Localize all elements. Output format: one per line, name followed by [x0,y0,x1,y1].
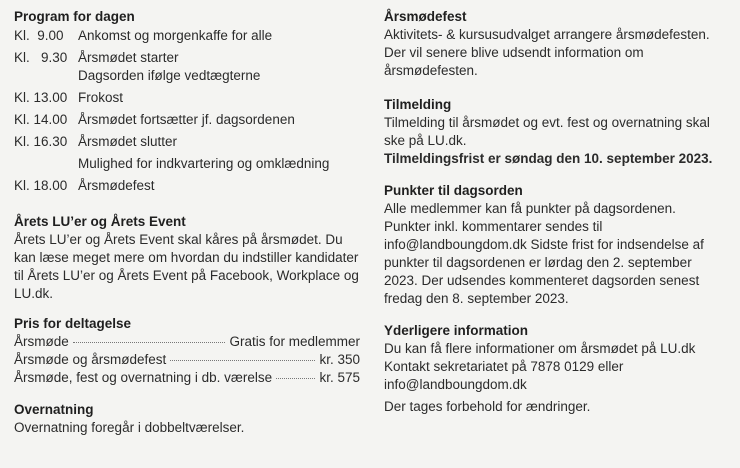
schedule-row [14,89,360,111]
program-schedule [14,27,360,199]
event-section [14,213,360,303]
party-heading: Årsmødefest [384,9,467,24]
price-section [14,315,360,387]
lodging-heading: Overnatning [14,402,94,417]
info-section [384,322,724,416]
left-column [14,8,360,437]
info-body: Du kan få flere informationer om årsmødet på LU.dk Kontakt sekretariatet på 7878 0129 eller info@landboungdom.dk [384,341,696,392]
schedule-text: Mulighed for indkvartering og omklædning [78,156,330,171]
agenda-section [384,182,724,308]
schedule-time: Kl. 9.00 [14,28,64,43]
signup-heading: Tilmelding [384,97,452,112]
schedule-text: Årsmødet starter [78,50,179,65]
schedule-row [14,111,360,133]
info-disclaimer: Der tages forbehold for ændringer. [384,399,591,414]
price-row [14,333,360,351]
price-label: Årsmøde [14,334,69,349]
party-body: Aktivitets- & kursusudvalget arrangere årsmødefesten. Der vil senere blive udsendt information om årsmødefesten. [384,27,710,78]
price-label: Årsmøde og årsmødefest [14,352,167,367]
leader-dots [170,360,315,361]
lodging-section [14,401,360,437]
schedule-row [14,133,360,155]
program-heading: Program for dagen [14,9,135,24]
leader-dots [276,378,315,379]
schedule-row [14,27,360,49]
agenda-body: Alle medlemmer kan få punkter på dagsordenen. Punkter inkl. kommentarer sendes til info@landboungdom.dk Sidste frist for indsendelse af punkter til dagsordenen er lørdag den 2. september 2023. Der udsendes kommenteret dagsorden senest fredag den 8. september 2023. [384,201,704,306]
price-row [14,369,360,387]
schedule-text: Årsmødet slutter [78,134,178,149]
leader-dots [73,342,226,343]
signup-section [384,96,724,168]
schedule-text: Årsmødet fortsætter jf. dagsordenen [78,112,295,127]
agenda-heading: Punkter til dagsorden [384,183,523,198]
right-column [384,8,724,416]
schedule-time: Kl. 14.00 [14,112,68,127]
party-section [384,8,724,80]
schedule-text: Årsmødefest [78,178,155,193]
schedule-row [14,177,360,199]
signup-body: Tilmelding til årsmødet og evt. fest og overnatning skal ske på LU.dk. [384,115,710,148]
price-label: Årsmøde, fest og overnatning i db. værelse [14,370,273,385]
event-heading: Årets LU’er og Årets Event [14,214,186,229]
info-heading: Yderligere information [384,323,529,338]
schedule-text: Ankomst og morgenkaffe for alle [78,28,273,43]
schedule-row [14,155,360,177]
signup-deadline: Tilmeldingsfrist er søndag den 10. september 2023. [384,151,713,166]
schedule-time: Kl. 13.00 [14,90,68,105]
event-body: Årets LU’er og Årets Event skal kåres på årsmødet. Du kan læse meget mere om hvordan du indstiller kandidater til Årets LU’er og Årets Event på Facebook, Workplace og LU.dk. [14,232,359,301]
schedule-time: Kl. 18.00 [14,178,68,193]
price-value: kr. 575 [319,370,360,385]
schedule-row [14,49,360,89]
schedule-time: Kl. 16.30 [14,134,68,149]
schedule-time: Kl. 9.30 [14,50,68,65]
price-value: kr. 350 [319,352,360,367]
price-row [14,351,360,369]
lodging-body: Overnatning foregår i dobbeltværelser. [14,420,245,435]
price-heading: Pris for deltagelse [14,316,132,331]
schedule-text: Frokost [78,90,124,105]
schedule-subtext: Dagsorden ifølge vedtægterne [78,68,261,83]
price-value: Gratis for medlemmer [229,334,360,349]
